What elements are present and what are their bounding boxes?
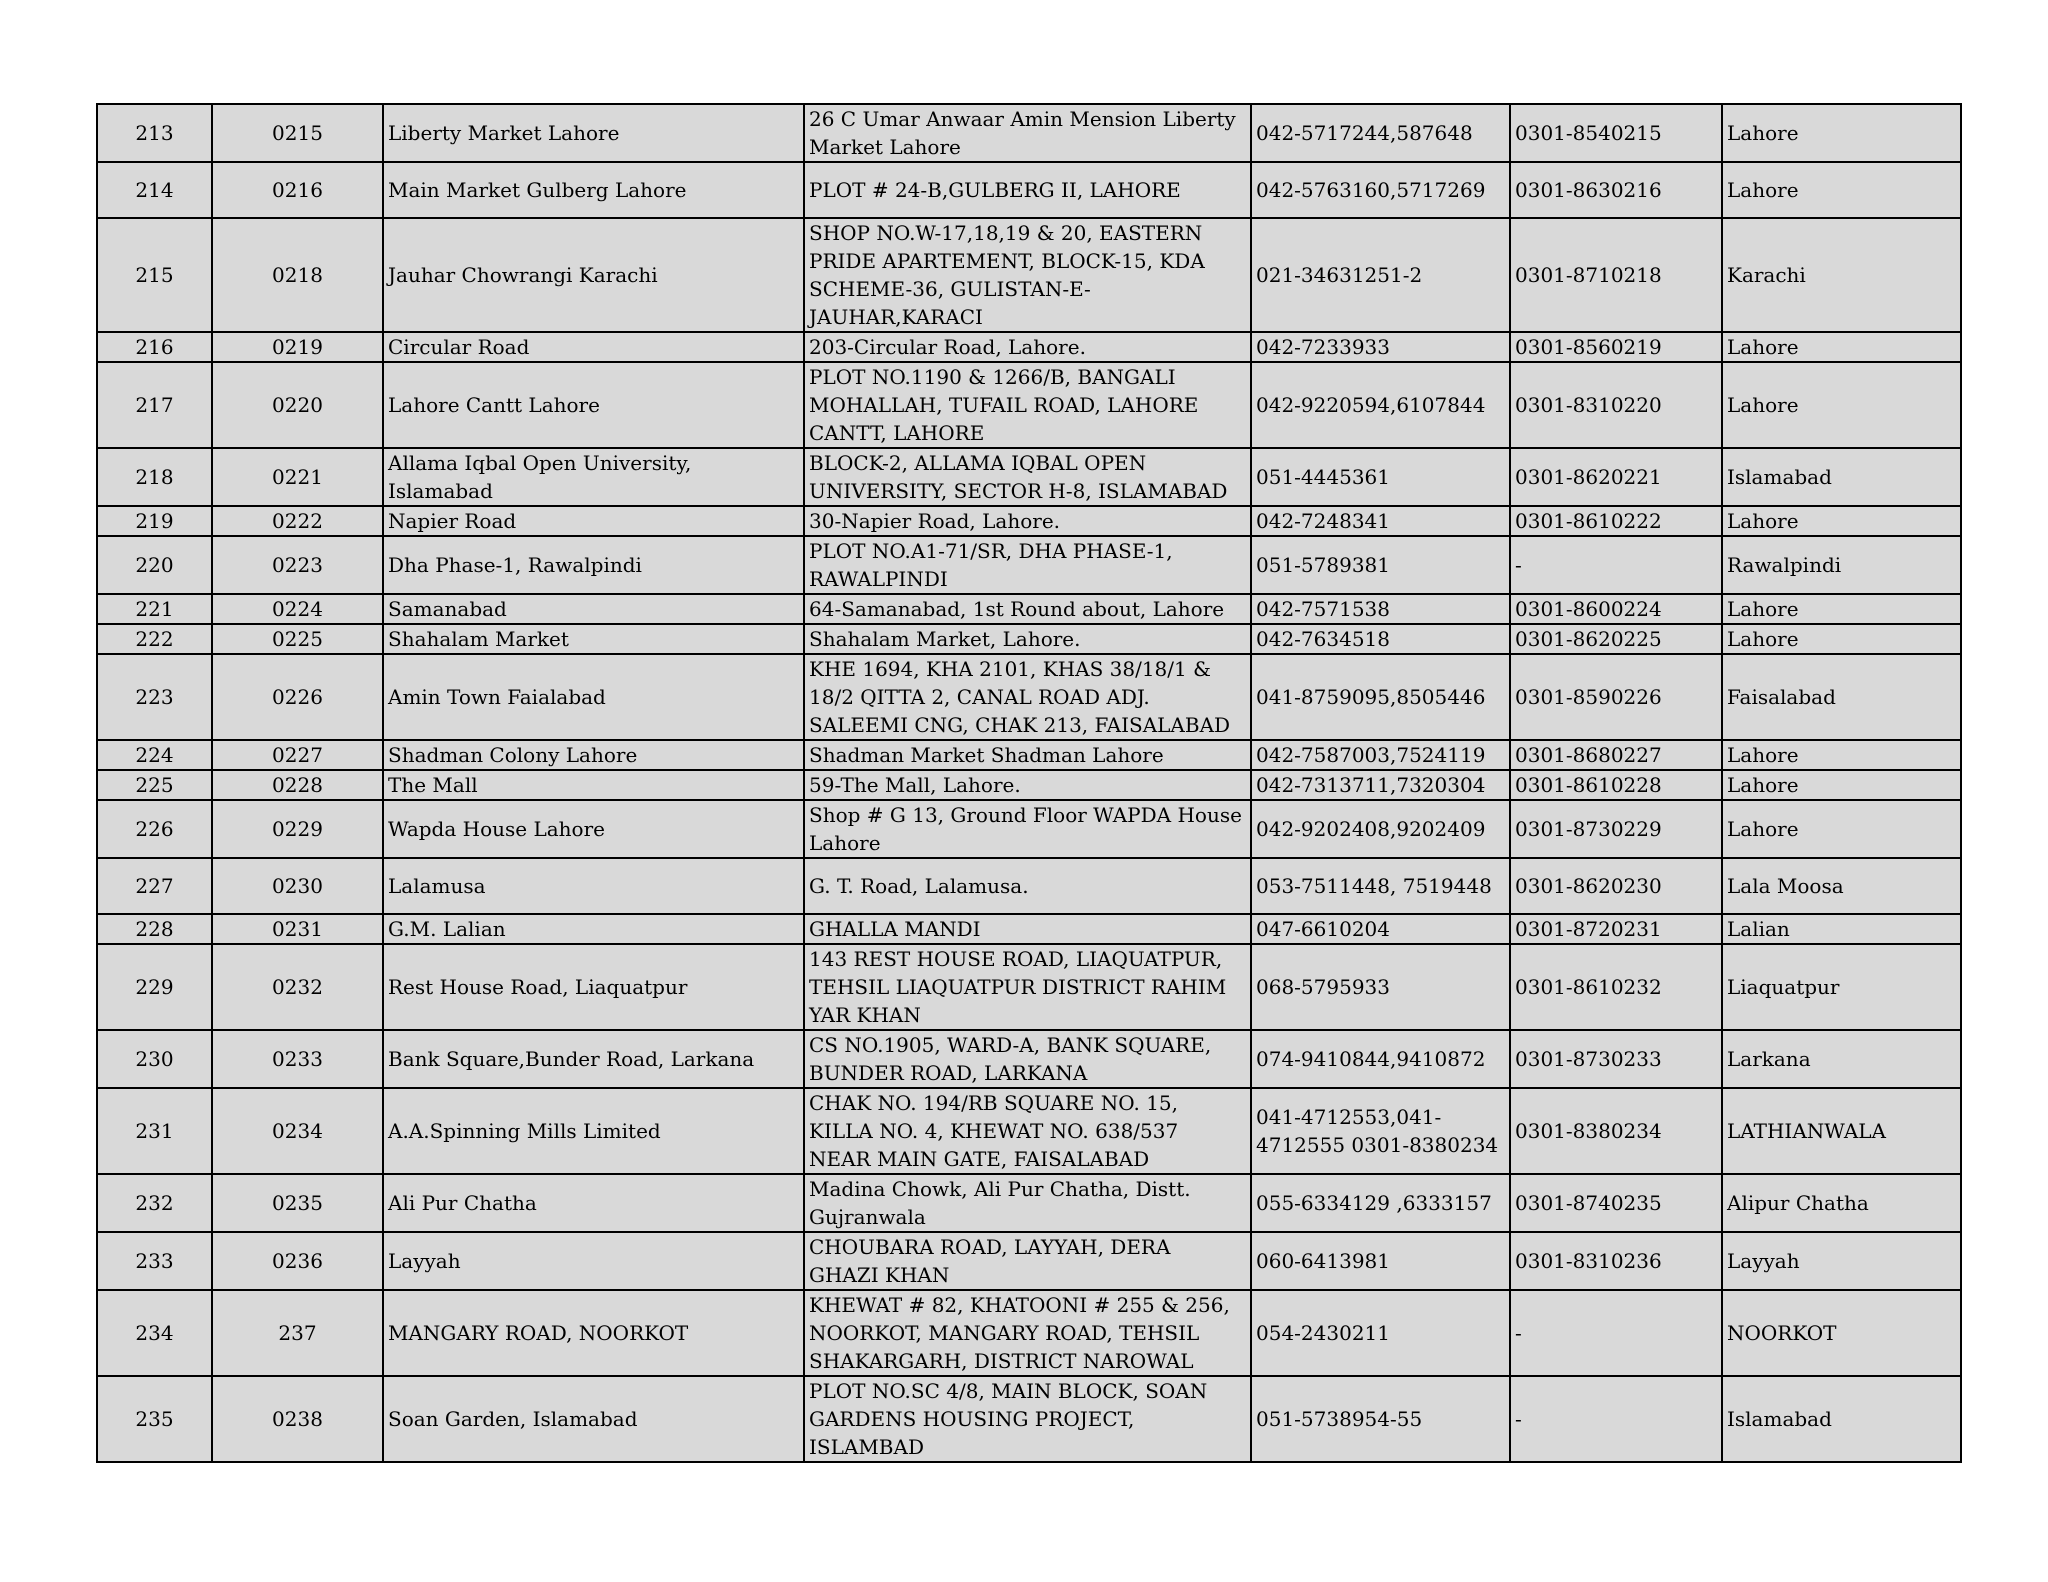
city-cell: Lahore — [1722, 362, 1961, 448]
branch-code-cell: 0231 — [212, 914, 383, 944]
branch-address-cell: KHEWAT # 82, KHATOONI # 255 & 256, NOORKOT, MANGARY ROAD, TEHSIL SHAKARGARH, DISTRICT NAROWAL — [804, 1290, 1251, 1376]
branch-code-cell: 0227 — [212, 740, 383, 770]
table-row — [97, 1232, 1961, 1290]
branch-name-cell: G.M. Lalian — [383, 914, 804, 944]
serial-number-cell: 233 — [97, 1232, 212, 1290]
phone-cell: 053-7511448, 7519448 — [1251, 858, 1510, 914]
city-cell: Lahore — [1722, 104, 1961, 162]
phone-cell: 042-7313711,7320304 — [1251, 770, 1510, 800]
city-cell: Islamabad — [1722, 448, 1961, 506]
city-cell: Lahore — [1722, 594, 1961, 624]
mobile-cell: 0301-8620221 — [1510, 448, 1722, 506]
serial-number-cell: 220 — [97, 536, 212, 594]
branch-address-cell: G. T. Road, Lalamusa. — [804, 858, 1251, 914]
phone-cell: 051-4445361 — [1251, 448, 1510, 506]
branch-code-cell: 0222 — [212, 506, 383, 536]
phone-cell: 074-9410844,9410872 — [1251, 1030, 1510, 1088]
branch-address-cell: CHOUBARA ROAD, LAYYAH, DERA GHAZI KHAN — [804, 1232, 1251, 1290]
mobile-cell: 0301-8740235 — [1510, 1174, 1722, 1232]
branch-name-cell: Lahore Cantt Lahore — [383, 362, 804, 448]
phone-cell: 047-6610204 — [1251, 914, 1510, 944]
phone-cell: 068-5795933 — [1251, 944, 1510, 1030]
phone-cell: 042-7233933 — [1251, 332, 1510, 362]
branch-address-cell: Shop # G 13, Ground Floor WAPDA House Lahore — [804, 800, 1251, 858]
branch-address-cell: 203-Circular Road, Lahore. — [804, 332, 1251, 362]
phone-cell: 054-2430211 — [1251, 1290, 1510, 1376]
serial-number-cell: 222 — [97, 624, 212, 654]
serial-number-cell: 213 — [97, 104, 212, 162]
branch-code-cell: 0229 — [212, 800, 383, 858]
table-row — [97, 1030, 1961, 1088]
branch-address-cell: PLOT NO.1190 & 1266/B, BANGALI MOHALLAH, TUFAIL ROAD, LAHORE CANTT, LAHORE — [804, 362, 1251, 448]
serial-number-cell: 234 — [97, 1290, 212, 1376]
branch-name-cell: Ali Pur Chatha — [383, 1174, 804, 1232]
branch-address-cell: CS NO.1905, WARD-A, BANK SQUARE, BUNDER ROAD, LARKANA — [804, 1030, 1251, 1088]
branch-name-cell: Shahalam Market — [383, 624, 804, 654]
phone-cell: 055-6334129 ,6333157 — [1251, 1174, 1510, 1232]
mobile-cell: - — [1510, 536, 1722, 594]
branch-code-cell: 0223 — [212, 536, 383, 594]
branch-address-cell: BLOCK-2, ALLAMA IQBAL OPEN UNIVERSITY, SECTOR H-8, ISLAMABAD — [804, 448, 1251, 506]
phone-cell: 042-7571538 — [1251, 594, 1510, 624]
serial-number-cell: 230 — [97, 1030, 212, 1088]
city-cell: NOORKOT — [1722, 1290, 1961, 1376]
city-cell: Alipur Chatha — [1722, 1174, 1961, 1232]
branch-name-cell: Lalamusa — [383, 858, 804, 914]
branch-name-cell: Jauhar Chowrangi Karachi — [383, 218, 804, 332]
city-cell: Lahore — [1722, 800, 1961, 858]
branch-name-cell: A.A.Spinning Mills Limited — [383, 1088, 804, 1174]
branch-name-cell: Rest House Road, Liaquatpur — [383, 944, 804, 1030]
branch-code-cell: 0228 — [212, 770, 383, 800]
mobile-cell: 0301-8310236 — [1510, 1232, 1722, 1290]
branch-address-cell: 64-Samanabad, 1st Round about, Lahore — [804, 594, 1251, 624]
branch-address-cell: CHAK NO. 194/RB SQUARE NO. 15, KILLA NO. 4, KHEWAT NO. 638/537 NEAR MAIN GATE, FAISALABAD — [804, 1088, 1251, 1174]
serial-number-cell: 218 — [97, 448, 212, 506]
city-cell: Larkana — [1722, 1030, 1961, 1088]
city-cell: Lahore — [1722, 162, 1961, 218]
branch-address-cell: KHE 1694, KHA 2101, KHAS 38/18/1 & 18/2 QITTA 2, CANAL ROAD ADJ. SALEEMI CNG, CHAK 213, FAISALABAD — [804, 654, 1251, 740]
city-cell: Lala Moosa — [1722, 858, 1961, 914]
serial-number-cell: 221 — [97, 594, 212, 624]
phone-cell: 042-7587003,7524119 — [1251, 740, 1510, 770]
branch-code-cell: 0221 — [212, 448, 383, 506]
table-row — [97, 944, 1961, 1030]
branch-address-cell: 143 REST HOUSE ROAD, LIAQUATPUR, TEHSIL LIAQUATPUR DISTRICT RAHIM YAR KHAN — [804, 944, 1251, 1030]
city-cell: Lalian — [1722, 914, 1961, 944]
mobile-cell: 0301-8620230 — [1510, 858, 1722, 914]
table-row — [97, 594, 1961, 624]
mobile-cell: 0301-8590226 — [1510, 654, 1722, 740]
mobile-cell: 0301-8730233 — [1510, 1030, 1722, 1088]
branch-code-cell: 0220 — [212, 362, 383, 448]
branch-code-cell: 0235 — [212, 1174, 383, 1232]
serial-number-cell: 229 — [97, 944, 212, 1030]
branch-name-cell: Circular Road — [383, 332, 804, 362]
serial-number-cell: 223 — [97, 654, 212, 740]
branch-address-cell: Shahalam Market, Lahore. — [804, 624, 1251, 654]
phone-cell: 051-5789381 — [1251, 536, 1510, 594]
mobile-cell: - — [1510, 1290, 1722, 1376]
branch-table-body — [97, 104, 1961, 1462]
mobile-cell: 0301-8560219 — [1510, 332, 1722, 362]
branch-name-cell: Dha Phase-1, Rawalpindi — [383, 536, 804, 594]
branch-address-cell: GHALLA MANDI — [804, 914, 1251, 944]
branch-name-cell: Napier Road — [383, 506, 804, 536]
table-row — [97, 506, 1961, 536]
city-cell: Islamabad — [1722, 1376, 1961, 1462]
table-row — [97, 914, 1961, 944]
branch-code-cell: 0215 — [212, 104, 383, 162]
table-row — [97, 624, 1961, 654]
phone-cell: 042-5763160,5717269 — [1251, 162, 1510, 218]
mobile-cell: 0301-8730229 — [1510, 800, 1722, 858]
branch-code-cell: 237 — [212, 1290, 383, 1376]
mobile-cell: 0301-8310220 — [1510, 362, 1722, 448]
city-cell: LATHIANWALA — [1722, 1088, 1961, 1174]
branch-address-cell: PLOT NO.SC 4/8, MAIN BLOCK, SOAN GARDENS HOUSING PROJECT, ISLAMBAD — [804, 1376, 1251, 1462]
phone-cell: 051-5738954-55 — [1251, 1376, 1510, 1462]
table-row — [97, 1376, 1961, 1462]
mobile-cell: 0301-8600224 — [1510, 594, 1722, 624]
branch-address-cell: Madina Chowk, Ali Pur Chatha, Distt. Gujranwala — [804, 1174, 1251, 1232]
branch-name-cell: MANGARY ROAD, NOORKOT — [383, 1290, 804, 1376]
city-cell: Faisalabad — [1722, 654, 1961, 740]
city-cell: Lahore — [1722, 740, 1961, 770]
branch-name-cell: Wapda House Lahore — [383, 800, 804, 858]
table-row — [97, 770, 1961, 800]
table-row — [97, 800, 1961, 858]
branch-code-cell: 0225 — [212, 624, 383, 654]
mobile-cell: 0301-8610222 — [1510, 506, 1722, 536]
branch-name-cell: Layyah — [383, 1232, 804, 1290]
branch-name-cell: Samanabad — [383, 594, 804, 624]
branch-name-cell: The Mall — [383, 770, 804, 800]
branch-name-cell: Shadman Colony Lahore — [383, 740, 804, 770]
serial-number-cell: 225 — [97, 770, 212, 800]
phone-cell: 042-7248341 — [1251, 506, 1510, 536]
mobile-cell: 0301-8610232 — [1510, 944, 1722, 1030]
table-row — [97, 1088, 1961, 1174]
table-row — [97, 740, 1961, 770]
serial-number-cell: 214 — [97, 162, 212, 218]
city-cell: Lahore — [1722, 332, 1961, 362]
mobile-cell: 0301-8380234 — [1510, 1088, 1722, 1174]
table-row — [97, 332, 1961, 362]
branch-address-cell: 30-Napier Road, Lahore. — [804, 506, 1251, 536]
table-row — [97, 162, 1961, 218]
branch-address-cell: Shadman Market Shadman Lahore — [804, 740, 1251, 770]
branch-code-cell: 0219 — [212, 332, 383, 362]
serial-number-cell: 219 — [97, 506, 212, 536]
branch-name-cell: Amin Town Faialabad — [383, 654, 804, 740]
table-row — [97, 104, 1961, 162]
city-cell: Lahore — [1722, 770, 1961, 800]
branch-code-cell: 0224 — [212, 594, 383, 624]
table-row — [97, 858, 1961, 914]
mobile-cell: 0301-8710218 — [1510, 218, 1722, 332]
branch-address-cell: PLOT NO.A1-71/SR, DHA PHASE-1, RAWALPINDI — [804, 536, 1251, 594]
branch-address-cell: SHOP NO.W-17,18,19 & 20, EASTERN PRIDE APARTEMENT, BLOCK-15, KDA SCHEME-36, GULISTAN-E-JAUHAR,KARACI — [804, 218, 1251, 332]
city-cell: Liaquatpur — [1722, 944, 1961, 1030]
branch-name-cell: Liberty Market Lahore — [383, 104, 804, 162]
mobile-cell: 0301-8680227 — [1510, 740, 1722, 770]
table-row — [97, 362, 1961, 448]
city-cell: Lahore — [1722, 624, 1961, 654]
table-row — [97, 536, 1961, 594]
table-row — [97, 218, 1961, 332]
branch-name-cell: Main Market Gulberg Lahore — [383, 162, 804, 218]
serial-number-cell: 228 — [97, 914, 212, 944]
mobile-cell: - — [1510, 1376, 1722, 1462]
mobile-cell: 0301-8610228 — [1510, 770, 1722, 800]
serial-number-cell: 224 — [97, 740, 212, 770]
mobile-cell: 0301-8540215 — [1510, 104, 1722, 162]
branch-address-cell: 26 C Umar Anwaar Amin Mension Liberty Market Lahore — [804, 104, 1251, 162]
city-cell: Karachi — [1722, 218, 1961, 332]
branch-code-cell: 0230 — [212, 858, 383, 914]
branch-address-cell: 59-The Mall, Lahore. — [804, 770, 1251, 800]
phone-cell: 021-34631251-2 — [1251, 218, 1510, 332]
table-row — [97, 1290, 1961, 1376]
table-row — [97, 448, 1961, 506]
phone-cell: 060-6413981 — [1251, 1232, 1510, 1290]
branch-table — [96, 103, 1962, 1463]
mobile-cell: 0301-8630216 — [1510, 162, 1722, 218]
serial-number-cell: 216 — [97, 332, 212, 362]
branch-code-cell: 0234 — [212, 1088, 383, 1174]
branch-code-cell: 0216 — [212, 162, 383, 218]
table-row — [97, 654, 1961, 740]
branch-code-cell: 0233 — [212, 1030, 383, 1088]
branch-name-cell: Bank Square,Bunder Road, Larkana — [383, 1030, 804, 1088]
serial-number-cell: 231 — [97, 1088, 212, 1174]
serial-number-cell: 217 — [97, 362, 212, 448]
table-row — [97, 1174, 1961, 1232]
branch-code-cell: 0226 — [212, 654, 383, 740]
serial-number-cell: 232 — [97, 1174, 212, 1232]
phone-cell: 042-5717244,587648 — [1251, 104, 1510, 162]
branch-code-cell: 0232 — [212, 944, 383, 1030]
branch-code-cell: 0218 — [212, 218, 383, 332]
branch-list-sheet — [96, 103, 1960, 1463]
phone-cell: 041-8759095,8505446 — [1251, 654, 1510, 740]
branch-name-cell: Allama Iqbal Open University, Islamabad — [383, 448, 804, 506]
city-cell: Rawalpindi — [1722, 536, 1961, 594]
serial-number-cell: 215 — [97, 218, 212, 332]
branch-name-cell: Soan Garden, Islamabad — [383, 1376, 804, 1462]
phone-cell: 042-9220594,6107844 — [1251, 362, 1510, 448]
serial-number-cell: 235 — [97, 1376, 212, 1462]
branch-code-cell: 0236 — [212, 1232, 383, 1290]
branch-address-cell: PLOT # 24-B,GULBERG II, LAHORE — [804, 162, 1251, 218]
phone-cell: 041-4712553,041-4712555 0301-8380234 — [1251, 1088, 1510, 1174]
city-cell: Lahore — [1722, 506, 1961, 536]
branch-code-cell: 0238 — [212, 1376, 383, 1462]
mobile-cell: 0301-8620225 — [1510, 624, 1722, 654]
phone-cell: 042-7634518 — [1251, 624, 1510, 654]
mobile-cell: 0301-8720231 — [1510, 914, 1722, 944]
city-cell: Layyah — [1722, 1232, 1961, 1290]
phone-cell: 042-9202408,9202409 — [1251, 800, 1510, 858]
serial-number-cell: 227 — [97, 858, 212, 914]
serial-number-cell: 226 — [97, 800, 212, 858]
